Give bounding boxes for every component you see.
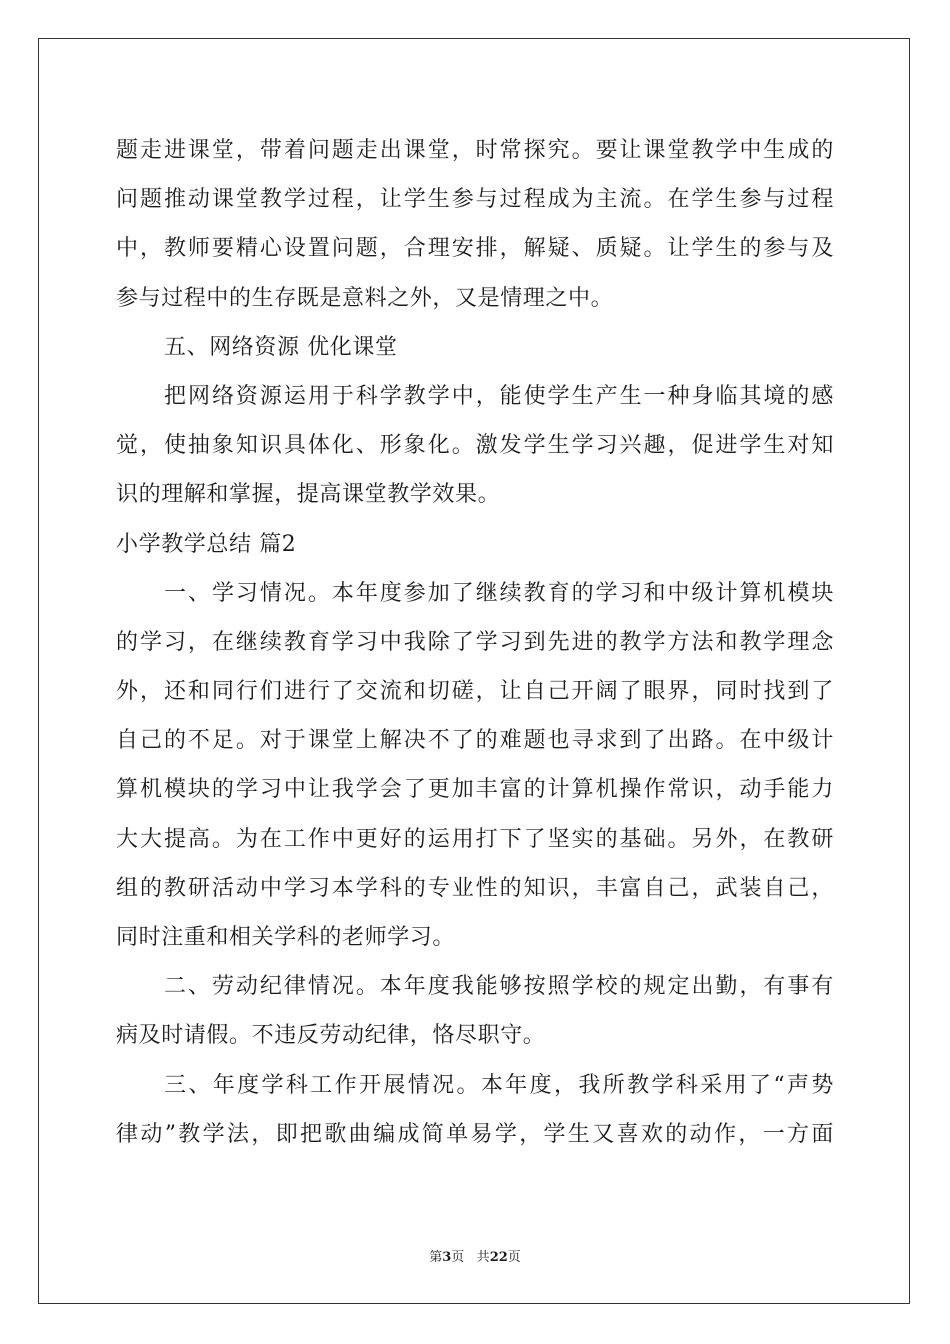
text-line: 律动”教学法，即把歌曲编成简单易学，学生又喜欢的动作，一方面 [116,1121,834,1147]
text-line: 组的教研活动中学习本学科的专业性的知识，丰富自己，武装自己， [116,875,834,901]
text-line: 小学教学总结 篇2 [116,531,297,557]
footer-total-prefix: 共 [476,1250,490,1265]
document-body [116,126,834,1159]
text-line: 识的理解和掌握，提高课堂教学效果。 [116,482,501,508]
text-line: 三、年度学科工作开展情况。本年度，我所教学科采用了“声势 [164,1072,834,1098]
text-line: 大大提高。为在工作中更好的运用打下了坚实的基础。另外，在教研 [116,826,834,852]
text-line: 二、劳动纪律情况。本年度我能够按照学校的规定出勤，有事有 [164,974,834,1000]
text-line: 题走进课堂，带着问题走出课堂，时常探究。要让课堂教学中生成的 [116,138,834,163]
current-page-number: 3 [442,1250,452,1265]
text-line: 一、学习情况。本年度参加了继续教育的学习和中级计算机模块 [164,580,834,606]
text-line: 中，教师要精心设置问题，合理安排，解疑、质疑。让学生的参与及 [116,236,834,262]
text-line: 病及时请假。不违反劳动纪律，恪尽职守。 [116,1023,546,1049]
page-footer [0,1246,950,1265]
footer-prefix: 第 [429,1250,443,1265]
text-line: 自己的不足。对于课堂上解决不了的难题也寻求到了出路。在中级计 [116,728,834,754]
text-line: 算机模块的学习中让我学会了更加丰富的计算机操作常识，动手能力 [116,777,834,803]
text-line: 外，还和同行们进行了交流和切磋，让自己开阔了眼界，同时找到了 [116,679,834,705]
total-page-number: 22 [489,1250,508,1265]
text-line: 的学习，在继续教育学习中我除了学习到先进的教学方法和教学理念 [116,629,834,655]
text-line: 把网络资源运用于科学教学中，能使学生产生一种身临其境的感 [164,383,834,409]
text-line: 参与过程中的生存既是意料之外，又是情理之中。 [116,285,614,311]
text-line: 五、网络资源 优化课堂 [164,334,398,360]
text-line: 觉，使抽象知识具体化、形象化。激发学生学习兴趣，促进学生对知 [116,433,834,459]
text-line: 同时注重和相关学科的老师学习。 [116,925,456,950]
footer-total-suffix: 页 [507,1250,521,1265]
footer-page-word: 页 [451,1250,465,1265]
text-line: 问题推动课堂教学过程，让学生参与过程成为主流。在学生参与过程 [116,187,834,213]
